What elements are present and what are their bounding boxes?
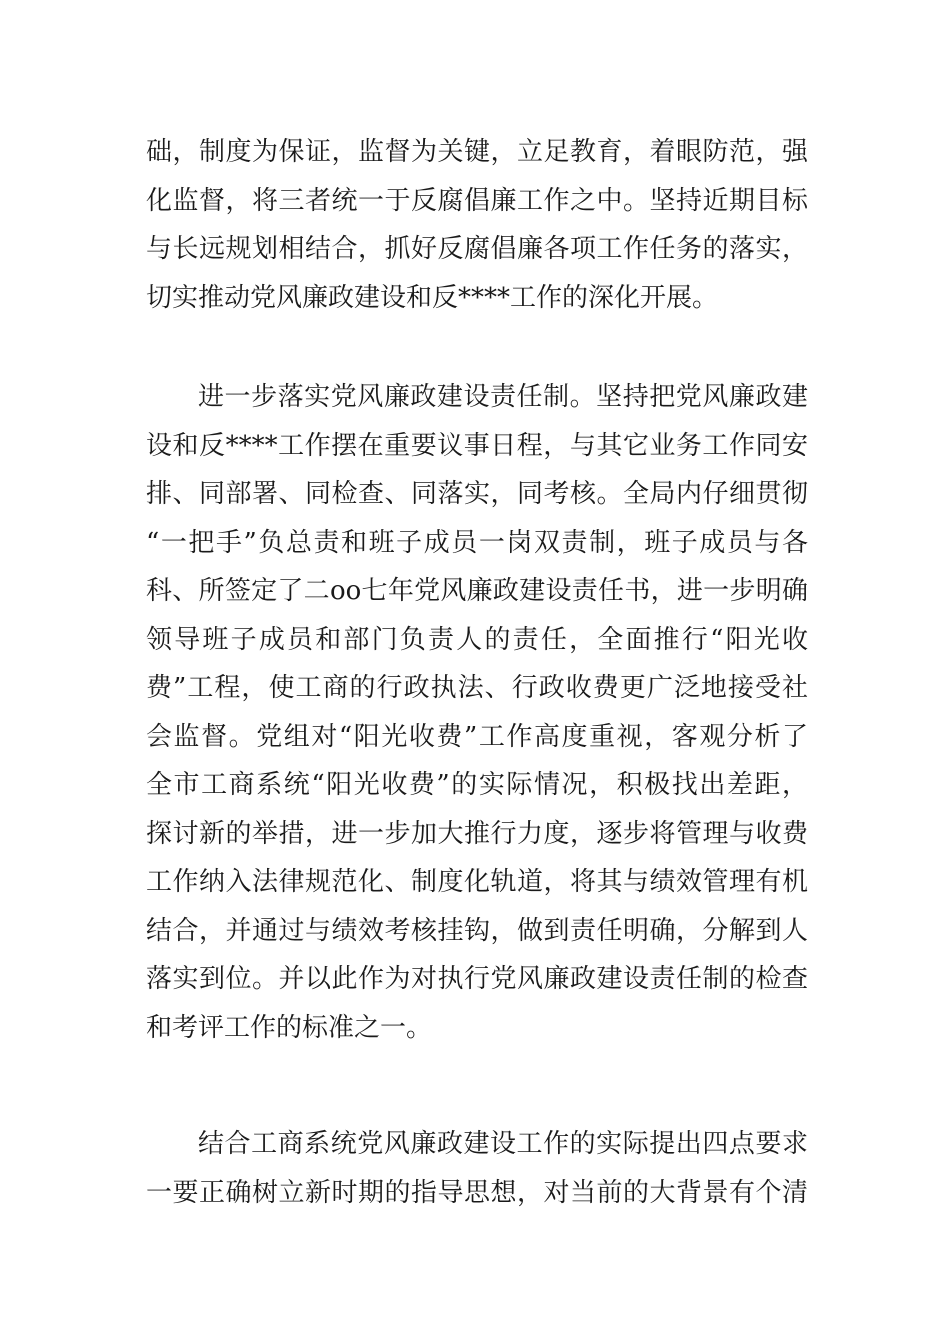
text-line: 结合工商系统党风廉政建设工作的实际提出四点要求 bbox=[198, 1129, 808, 1159]
text-line: 落实到位。并以此作为对执行党风廉政建设责任制的检查 bbox=[146, 964, 808, 994]
text-line: 切实推动党风廉政建设和反****工作的深化开展。 bbox=[146, 282, 719, 313]
paragraph-1 bbox=[146, 128, 808, 322]
text-line: 全市工商系统“阳光收费”的实际情况，积极找出差距， bbox=[146, 770, 808, 800]
paragraph-3 bbox=[146, 1120, 808, 1217]
text-line: 进一步落实党风廉政建设责任制。坚持把党风廉政建 bbox=[198, 382, 808, 412]
text-line: 科、所签定了二oo七年党风廉政建设责任书，进一步明确 bbox=[146, 576, 808, 606]
text-line: 会监督。党组对“阳光收费”工作高度重视，客观分析了 bbox=[146, 721, 808, 752]
text-line: 一要正确树立新时期的指导思想，对当前的大背景有个清 bbox=[146, 1177, 808, 1208]
text-line: 和考评工作的标准之一。 bbox=[146, 1012, 433, 1043]
text-line: “一把手”负总责和班子成员一岗双责制，班子成员与各 bbox=[146, 527, 808, 558]
text-line: 费”工程，使工商的行政执法、行政收费更广泛地接受社 bbox=[146, 673, 808, 703]
text-line: 结合，并通过与绩效考核挂钩，做到责任明确，分解到人 bbox=[146, 915, 808, 946]
text-line: 础，制度为保证，监督为关键，立足教育，着眼防范，强 bbox=[146, 137, 808, 167]
text-line: 排、同部署、同检查、同落实，同考核。全局内仔细贯彻 bbox=[146, 479, 808, 509]
text-line: 探讨新的举措，进一步加大推行力度，逐步将管理与收费 bbox=[146, 818, 808, 849]
paragraph-2 bbox=[146, 373, 808, 1052]
text-line: 领导班子成员和部门负责人的责任，全面推行“阳光收 bbox=[146, 624, 808, 655]
text-line: 与长远规划相结合，抓好反腐倡廉各项工作任务的落实， bbox=[146, 234, 808, 264]
text-line: 化监督，将三者统一于反腐倡廉工作之中。坚持近期目标 bbox=[146, 185, 808, 216]
text-line: 工作纳入法律规范化、制度化轨道，将其与绩效管理有机 bbox=[146, 867, 808, 897]
text-line: 设和反****工作摆在重要议事日程，与其它业务工作同安 bbox=[146, 430, 808, 461]
